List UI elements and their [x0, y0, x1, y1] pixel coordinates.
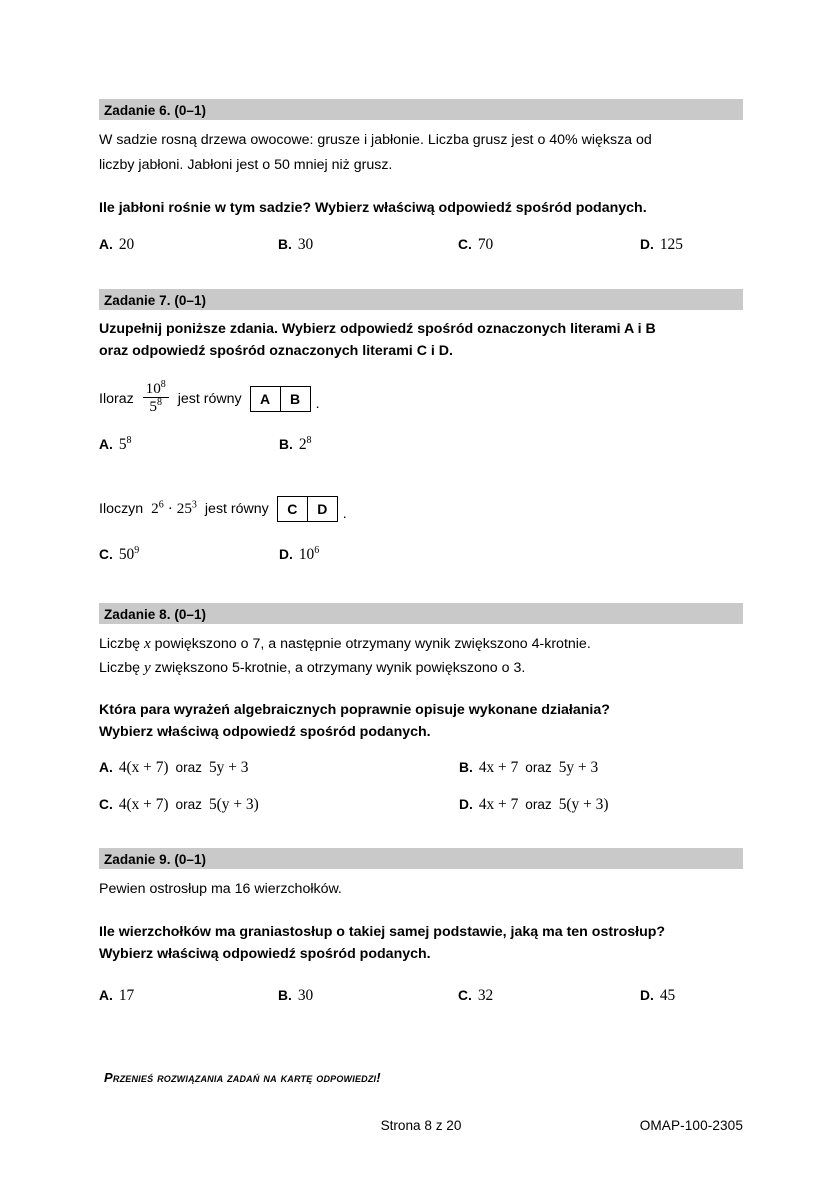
statement-1-lead: Iloraz: [99, 391, 134, 407]
sheet-code: OMAP-100-2305: [639, 1118, 743, 1133]
variable-y: y: [143, 659, 151, 676]
option-label: A.: [99, 760, 113, 775]
answer-cell-a[interactable]: A: [260, 391, 271, 407]
task-7-options-ab: [99, 414, 743, 462]
task-7-statement-1: [99, 362, 743, 414]
line-1-tail: powiększono o 7, a następnie otrzymany wynik zwiększono 4-krotnie.: [154, 636, 591, 652]
task-9-header: Zadanie 9. (0–1): [99, 848, 743, 869]
task-6-prompt: Ile jabłoni rośnie w tym sadzie? Wybierz właściwą odpowiedź spośród podanych.: [99, 200, 647, 216]
task-9: [99, 848, 743, 1013]
statement-2-expression: $2^6 \cdot 25^3$: [151, 499, 197, 517]
option-value: 17: [118, 987, 135, 1004]
exam-page: [99, 0, 743, 1187]
statement-2-lead: Iloczyn: [99, 501, 144, 517]
statement-1-tail: jest równy: [177, 391, 242, 407]
task-8-options-row-1: [99, 743, 743, 791]
option-conjunction: oraz: [175, 797, 202, 812]
option-expr-1: 4x + 7: [478, 759, 519, 776]
task-8-prompt: [99, 680, 743, 743]
option-label: B.: [278, 988, 292, 1003]
task-7-option-c[interactable]: [99, 546, 139, 564]
option-expr-2: 5(y + 3): [558, 796, 609, 813]
option-expr-2: 5(y + 3): [208, 796, 259, 813]
option-label: C.: [458, 237, 472, 252]
option-label: D.: [279, 547, 293, 562]
task-7-options-cd: [99, 524, 743, 572]
option-value: $5^8$: [118, 434, 132, 453]
multiplication-operator: ·: [167, 500, 173, 517]
task-6-option-a[interactable]: [99, 236, 134, 254]
answer-box-cd[interactable]: [277, 496, 338, 522]
option-expr-1: 4(x + 7): [118, 759, 169, 776]
task-9-prompt: [99, 902, 743, 965]
option-exponent: 8: [126, 434, 132, 446]
option-expr-2: 5y + 3: [558, 759, 599, 776]
task-8-option-b[interactable]: [459, 759, 598, 777]
task-8: [99, 603, 743, 826]
task-7-option-a[interactable]: [99, 436, 132, 454]
option-conjunction: oraz: [175, 760, 202, 775]
task-6-option-b[interactable]: [278, 236, 313, 254]
statement-1-period: .: [315, 396, 320, 412]
task-7: [99, 289, 743, 572]
denominator-exponent: 8: [157, 396, 162, 408]
task-6-option-d[interactable]: [640, 236, 683, 254]
answer-cell-c[interactable]: C: [287, 501, 298, 517]
option-conjunction: oraz: [525, 760, 552, 775]
option-label: B.: [279, 437, 293, 452]
statement-2-period: .: [342, 506, 347, 522]
answer-cell-b[interactable]: B: [280, 387, 310, 411]
task-6-header: Zadanie 6. (0–1): [99, 99, 743, 120]
option-value: $50^9$: [118, 544, 140, 563]
task-8-options-row-2: [99, 791, 743, 826]
task-8-body: [99, 624, 743, 680]
task-8-option-d[interactable]: [459, 796, 608, 814]
page-number: Strona 8 z 20: [380, 1118, 462, 1133]
option-conjunction: oraz: [525, 797, 552, 812]
option-exponent: 6: [314, 544, 320, 556]
variable-x: x: [143, 635, 151, 652]
option-label: A.: [99, 437, 113, 452]
task-9-option-a[interactable]: [99, 987, 134, 1005]
option-label: C.: [99, 797, 113, 812]
fraction-10-over-5: [143, 378, 169, 415]
task-7-prompt-line-1: Uzupełnij poniższe zdania. Wybierz odpowiedź spośród oznaczonych literami A i B: [99, 321, 656, 337]
task-8-body-line-2: [99, 656, 743, 680]
line-2-lead: Liczbę: [99, 660, 141, 676]
task-8-option-a[interactable]: [99, 759, 248, 777]
option-label: C.: [99, 547, 113, 562]
task-6-body-line-1: W sadzie rosną drzewa owocowe: grusze i jabłonie. Liczba grusz jest o 40% większa od: [99, 132, 652, 148]
option-value: $10^6$: [298, 544, 320, 563]
line-2-tail: zwiększono 5-krotnie, a otrzymany wynik powiększono o 3.: [154, 660, 526, 676]
task-7-prompt: [99, 310, 743, 362]
option-value: 30: [297, 236, 314, 253]
task-8-prompt-line-2: Wybierz właściwą odpowiedź spośród podanych.: [99, 724, 431, 740]
statement-2-tail: jest równy: [204, 501, 269, 517]
factor-2-exponent: 3: [191, 499, 197, 511]
option-value: 125: [659, 236, 683, 253]
task-9-prompt-line-2: Wybierz właściwą odpowiedź spośród podanych.: [99, 946, 431, 962]
task-9-body-line-1: Pewien ostrosłup ma 16 wierzchołków.: [99, 881, 342, 897]
fraction-denominator: $5^8$: [149, 396, 162, 415]
task-7-option-b[interactable]: [279, 436, 312, 454]
option-exponent: 8: [306, 434, 312, 446]
option-label: D.: [459, 797, 473, 812]
option-label: D.: [640, 237, 654, 252]
task-9-body: [99, 869, 743, 902]
line-1-lead: Liczbę: [99, 636, 141, 652]
task-6-options: [99, 220, 743, 262]
task-6-body: [99, 120, 743, 178]
task-8-prompt-line-1: Która para wyrażeń algebraicznych poprawnie opisuje wykonane działania?: [99, 702, 610, 718]
answer-box-ab[interactable]: [250, 386, 311, 412]
option-exponent: 9: [134, 544, 140, 556]
task-9-option-d[interactable]: [640, 987, 675, 1005]
task-6-body-line-2: liczby jabłoni. Jabłoni jest o 50 mniej niż grusz.: [99, 157, 393, 173]
task-8-body-line-1: [99, 632, 743, 656]
task-9-prompt-line-1: Ile wierzchołków ma graniastosłup o takiej samej podstawie, jaką ma ten ostrosłup?: [99, 924, 666, 940]
option-value: 45: [659, 987, 676, 1004]
task-7-option-d[interactable]: [279, 546, 319, 564]
option-label: A.: [99, 988, 113, 1003]
option-label: B.: [459, 760, 473, 775]
option-expr-2: 5y + 3: [208, 759, 249, 776]
task-6-option-c[interactable]: [458, 236, 493, 254]
factor-1-exponent: 6: [158, 499, 164, 511]
fraction-numerator: $10^8$: [145, 378, 166, 397]
task-9-options: [99, 965, 743, 1013]
task-8-option-c[interactable]: [99, 796, 259, 814]
numerator-exponent: 8: [160, 378, 166, 390]
answer-cell-d[interactable]: D: [307, 497, 337, 521]
task-9-option-b[interactable]: [278, 987, 313, 1005]
option-expr-1: 4(x + 7): [118, 796, 169, 813]
task-8-header: Zadanie 8. (0–1): [99, 603, 743, 624]
option-label: B.: [278, 237, 292, 252]
option-value: 20: [118, 236, 135, 253]
option-value: $2^8$: [298, 434, 312, 453]
option-label: C.: [458, 988, 472, 1003]
option-label: A.: [99, 237, 113, 252]
task-6: [99, 99, 743, 262]
option-expr-1: 4x + 7: [478, 796, 519, 813]
option-label: D.: [640, 988, 654, 1003]
task-9-option-c[interactable]: [458, 987, 493, 1005]
task-7-header: Zadanie 7. (0–1): [99, 289, 743, 310]
task-7-prompt-line-2: oraz odpowiedź spośród oznaczonych literami C i D.: [99, 343, 453, 359]
option-value: 32: [477, 987, 494, 1004]
transfer-answers-note: Przenieś rozwiązania zadań na kartę odpowiedzi!: [104, 1070, 381, 1085]
task-7-statement-2: [99, 462, 743, 524]
option-value: 70: [477, 236, 494, 253]
option-value: 30: [297, 987, 314, 1004]
